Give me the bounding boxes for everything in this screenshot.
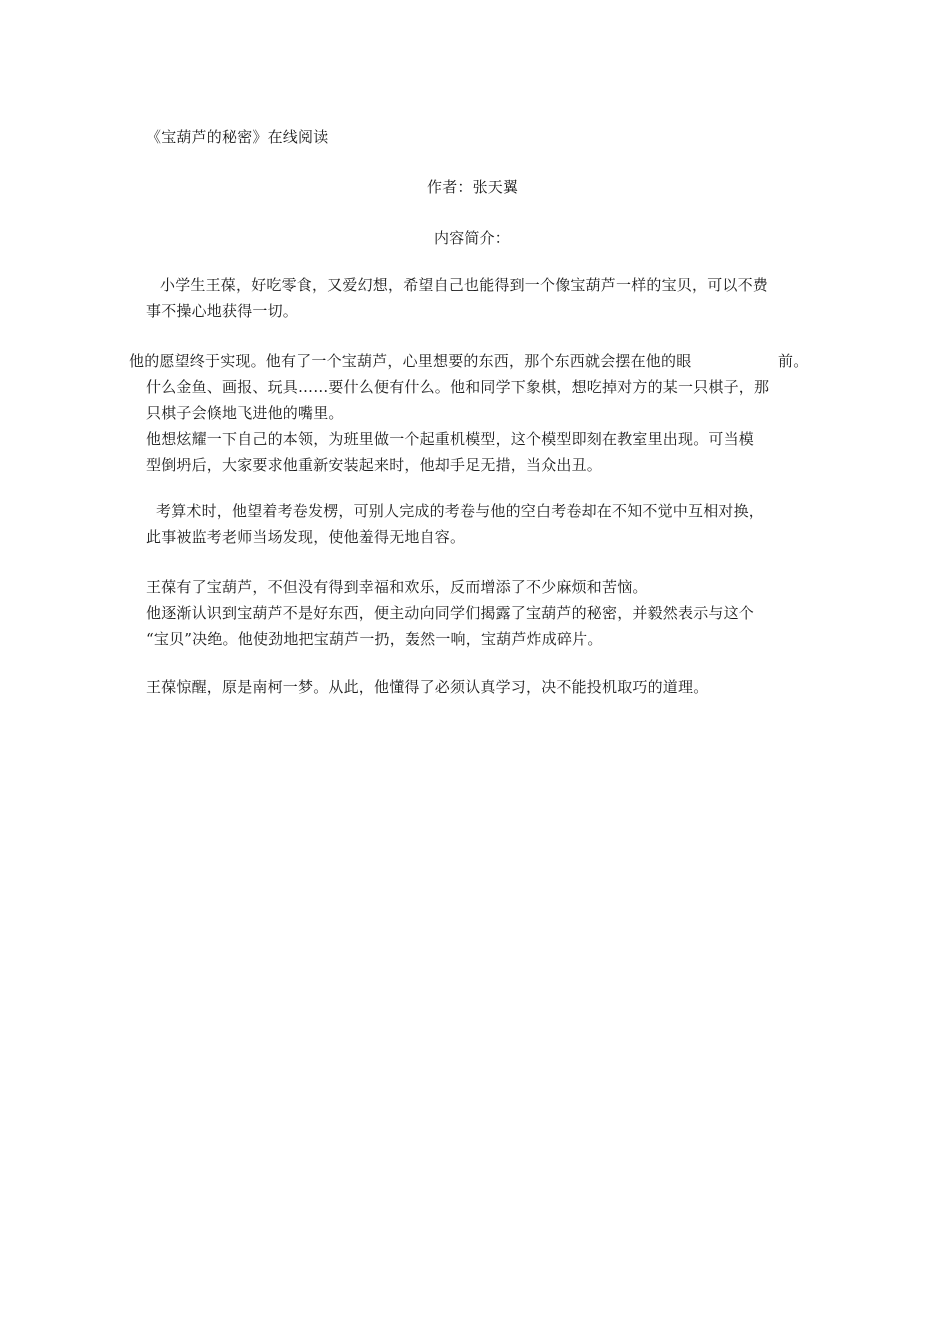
paragraph-1-line-2: 事不操心地获得一切。	[146, 302, 299, 320]
document-title: 《宝葫芦的秘密》在线阅读	[146, 128, 329, 146]
paragraph-2-line-3: 只棋子会倏地飞进他的嘴里。	[146, 404, 344, 422]
paragraph-7-line-1: 王葆惊醒，原是南柯一梦。从此，他懂得了必须认真学习，决不能投机取巧的道理。	[146, 678, 709, 696]
intro-label: 内容简介：	[434, 229, 511, 247]
paragraph-1-line-1: 小学生王葆，好吃零食，又爱幻想，希望自己也能得到一个像宝葫芦一样的宝贝，可以不费	[160, 276, 769, 294]
paragraph-3-line-1: 他想炫耀一下自己的本领，为班里做一个起重机模型，这个模型即刻在教室里出现。可当模	[146, 430, 755, 448]
author-line: 作者：张天翼	[427, 178, 519, 196]
paragraph-4-line-2: 此事被监考老师当场发现，使他羞得无地自容。	[146, 528, 466, 546]
paragraph-6-line-1: 他逐渐认识到宝葫芦不是好东西，便主动向同学们揭露了宝葫芦的秘密，并毅然表示与这个	[146, 604, 755, 622]
paragraph-2-line-2: 什么金鱼、画报、玩具……要什么便有什么。他和同学下象棋，想吃掉对方的某一只棋子，那	[146, 378, 770, 396]
paragraph-3-line-2: 型倒坍后，大家要求他重新安装起来时，他却手足无措，当众出丑。	[146, 456, 603, 474]
paragraph-6-line-2: “宝贝”决绝。他使劲地把宝葫芦一扔，轰然一响，宝葫芦炸成碎片。	[146, 630, 603, 648]
paragraph-5-line-1: 王葆有了宝葫芦，不但没有得到幸福和欢乐，反而增添了不少麻烦和苦恼。	[146, 578, 648, 596]
paragraph-2-line-1-end: 前。	[778, 352, 809, 370]
paragraph-2-line-1: 他的愿望终于实现。他有了一个宝葫芦，心里想要的东西，那个东西就会摆在他的眼	[129, 352, 692, 370]
paragraph-4-line-1: 考算术时，他望着考卷发楞，可别人完成的考卷与他的空白考卷却在不知不觉中互相对换，	[156, 502, 765, 520]
